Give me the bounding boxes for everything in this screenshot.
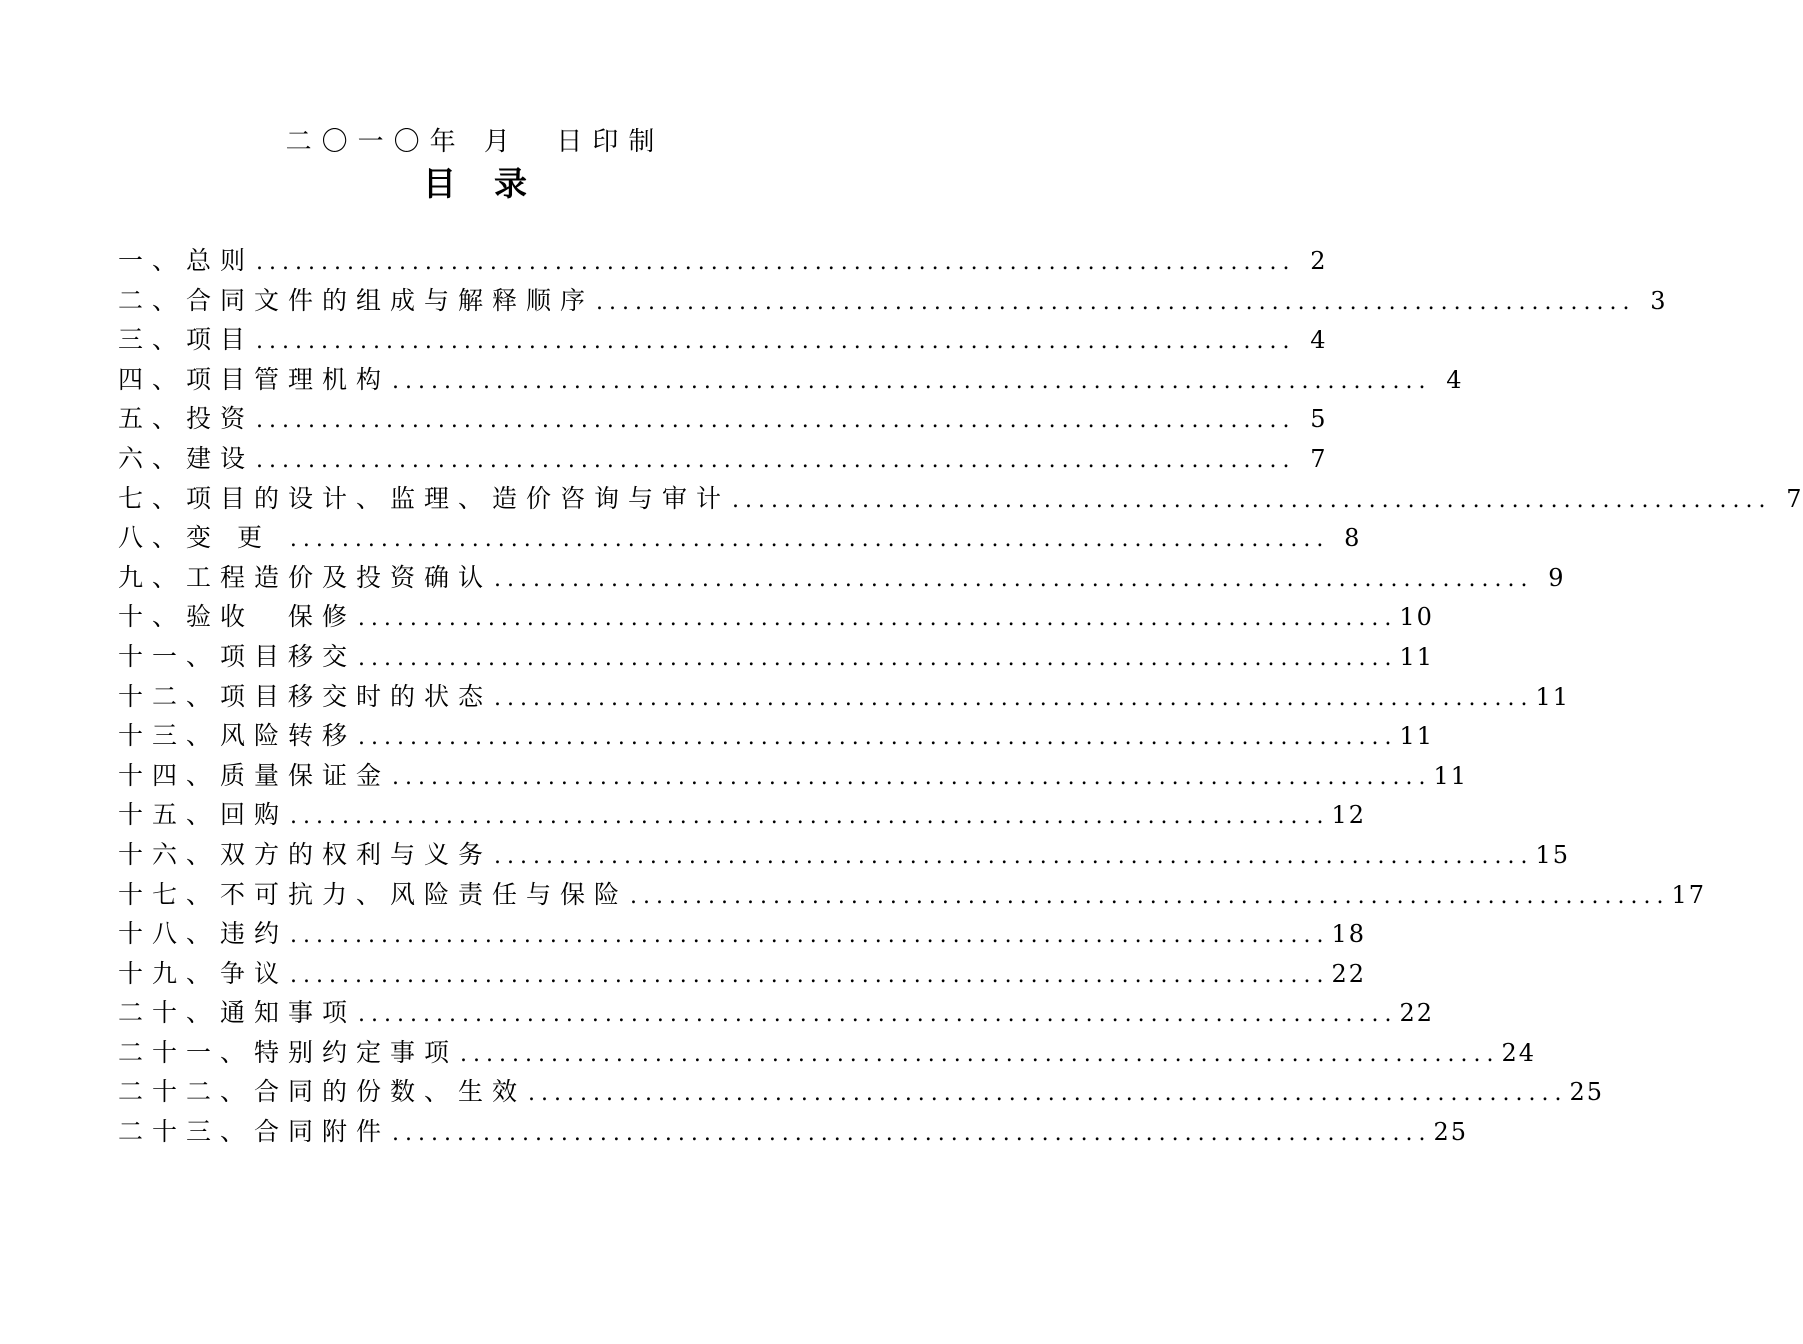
toc-entry-page: 9 <box>1548 563 1566 592</box>
toc-leader-dots: ................................................................................ <box>256 408 1296 434</box>
toc-entry-page: 4 <box>1310 326 1328 355</box>
toc-entry-page: 7 <box>1310 444 1328 473</box>
toc-entry-label: 九、工程造价及投资确认 <box>118 562 493 592</box>
toc-entry[interactable] <box>118 439 1328 479</box>
toc-entry-label: 六、建设 <box>118 443 255 473</box>
toc-leader-dots: ................................................................................ <box>290 923 1330 949</box>
toc-leader-dots: ................................................................................ <box>256 447 1296 473</box>
toc-leader-dots: ................................................................................ <box>494 566 1534 592</box>
toc-entry[interactable] <box>118 281 1668 321</box>
toc-leader-dots: ................................................................................ <box>596 289 1636 315</box>
toc-entry[interactable] <box>118 875 1707 915</box>
toc-entry-label: 十、验收 保修 <box>118 602 356 632</box>
toc-entry-label: 十六、双方的权利与义务 <box>118 839 493 869</box>
toc-entry-page: 3 <box>1650 286 1668 315</box>
print-date: 二〇一〇年 月 日印制 <box>285 127 665 157</box>
toc-leader-dots: ................................................................................ <box>494 843 1534 869</box>
toc-entry-label: 十二、项目移交时的状态 <box>118 681 493 711</box>
toc-entry[interactable] <box>118 518 1362 558</box>
toc-entry[interactable] <box>118 360 1464 400</box>
toc-entry[interactable] <box>118 835 1571 875</box>
toc-leader-dots: ................................................................................ <box>392 764 1432 790</box>
toc-entry-page: 11 <box>1535 682 1571 711</box>
toc-entry-page: 18 <box>1331 920 1367 949</box>
toc-leader-dots: ................................................................................ <box>358 725 1398 751</box>
table-of-contents <box>118 241 1803 1152</box>
toc-entry[interactable] <box>118 637 1435 677</box>
toc-entry[interactable] <box>118 597 1434 637</box>
toc-entry-label: 十三、风险转移 <box>118 721 357 751</box>
toc-entry-label: 十七、不可抗力、风险责任与保险 <box>118 879 629 909</box>
toc-entry-page: 22 <box>1331 959 1367 988</box>
toc-entry-label: 五、投资 <box>118 404 255 434</box>
toc-leader-dots: ................................................................................ <box>494 685 1534 711</box>
toc-entry-page: 12 <box>1331 801 1367 830</box>
toc-entry-page: 2 <box>1310 247 1328 275</box>
toc-entry-label: 十八、违约 <box>118 919 289 949</box>
toc-leader-dots: ................................................................................ <box>392 1121 1432 1147</box>
toc-entry-page: 5 <box>1310 405 1328 434</box>
toc-leader-dots: ................................................................................ <box>289 527 1330 553</box>
toc-entry-page: 22 <box>1399 999 1435 1028</box>
toc-entry[interactable] <box>118 1033 1537 1073</box>
toc-entry[interactable] <box>118 716 1435 756</box>
toc-entry[interactable] <box>118 954 1367 994</box>
toc-leader-dots: ................................................................................ <box>357 606 1398 632</box>
toc-leader-dots: ................................................................................ <box>290 804 1330 830</box>
toc-entry-page: 10 <box>1399 603 1434 632</box>
toc-entry-page: 11 <box>1399 722 1435 751</box>
toc-entry[interactable] <box>118 677 1571 717</box>
toc-entry-label: 三、项目 <box>118 325 255 355</box>
toc-entry-label: 十一、项目移交 <box>118 641 357 671</box>
toc-leader-dots: ................................................................................ <box>460 1041 1500 1067</box>
toc-entry-label: 八、变 更 <box>118 523 288 553</box>
toc-entry-label: 二十三、合同附件 <box>118 1117 391 1147</box>
toc-entry[interactable] <box>118 558 1566 598</box>
toc-entry[interactable] <box>118 479 1803 519</box>
toc-entry-page: 7 <box>1786 484 1803 513</box>
toc-leader-dots: ................................................................................ <box>528 1081 1568 1107</box>
toc-entry-page: 24 <box>1501 1038 1537 1067</box>
toc-leader-dots: ................................................................................ <box>392 368 1432 394</box>
toc-entry[interactable] <box>118 320 1328 360</box>
toc-entry[interactable] <box>118 399 1328 439</box>
toc-leader-dots: ................................................................................ <box>732 487 1772 513</box>
toc-entry-page: 8 <box>1344 524 1362 553</box>
toc-entry-label: 二十二、合同的份数、生效 <box>118 1077 527 1107</box>
toc-entry-page: 11 <box>1433 761 1469 790</box>
toc-entry-label: 二十、通知事项 <box>118 998 357 1028</box>
toc-leader-dots: ................................................................................ <box>290 962 1330 988</box>
toc-entry-label: 十四、质量保证金 <box>118 760 391 790</box>
toc-entry-label: 二十一、特别约定事项 <box>118 1037 459 1067</box>
toc-entry-label: 七、项目的设计、监理、造价咨询与审计 <box>118 483 731 513</box>
toc-entry[interactable] <box>118 993 1435 1033</box>
toc-entry[interactable] <box>118 756 1469 796</box>
toc-entry-label: 二、合同文件的组成与解释顺序 <box>118 285 595 315</box>
toc-entry-page: 4 <box>1446 365 1464 394</box>
toc-leader-dots: ................................................................................ <box>358 645 1398 671</box>
toc-leader-dots: ................................................................................ <box>256 250 1296 275</box>
toc-entry[interactable] <box>118 1072 1605 1112</box>
toc-entry-label: 一、总则 <box>118 246 255 275</box>
toc-entry[interactable] <box>118 795 1367 835</box>
toc-entry-page: 25 <box>1569 1078 1605 1107</box>
toc-entry-page: 15 <box>1535 840 1571 869</box>
toc-entry[interactable] <box>118 241 1328 281</box>
toc-leader-dots: ................................................................................ <box>358 1002 1398 1028</box>
toc-entry-page: 25 <box>1433 1118 1469 1147</box>
toc-entry-page: 11 <box>1399 642 1435 671</box>
toc-entry[interactable] <box>118 1112 1469 1152</box>
toc-title: 目录 <box>423 164 565 203</box>
toc-leader-dots: ................................................................................ <box>630 883 1670 909</box>
toc-entry-label: 四、项目管理机构 <box>118 364 391 394</box>
toc-entry-page: 17 <box>1671 880 1707 909</box>
toc-entry-label: 十九、争议 <box>118 958 289 988</box>
toc-entry-label: 十五、回购 <box>118 800 289 830</box>
toc-leader-dots: ................................................................................ <box>256 329 1296 355</box>
toc-entry[interactable] <box>118 914 1367 954</box>
